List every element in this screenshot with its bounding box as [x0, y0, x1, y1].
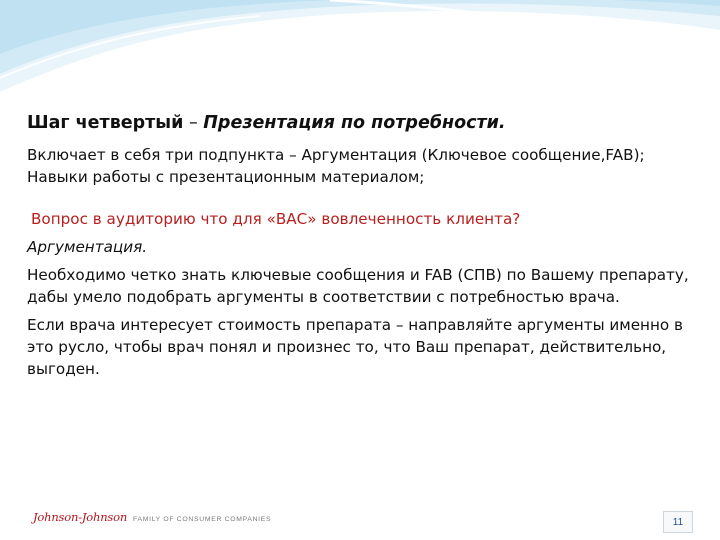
title-subtitle: Презентация по потребности.: [203, 113, 506, 133]
paragraph-cost-arguments: Если врача интересует стоимость препарата – направляйте аргументы именно в это русло, чтобы врач понял и произнес то, что Ваш препарат, действительно, выгоден.: [27, 316, 683, 378]
paragraph-key-messages: Необходимо четко знать ключевые сообщения и FAB (СПВ) по Вашему препарату, дабы умело подобрать аргументы в соответствии с потребностью врача.: [27, 266, 689, 306]
argumentation-label: Аргументация.: [27, 238, 148, 256]
company-logo: [33, 510, 271, 524]
logo-script: Johnson-Johnson: [33, 510, 128, 524]
slide-title: [27, 112, 707, 134]
page-number: 11: [663, 511, 693, 533]
audience-question: Вопрос в аудиторию что для «ВАС» вовлеченность клиента?: [31, 210, 521, 228]
paragraph-subpoints: Включает в себя три подпункта – Аргументация (Ключевое сообщение,FAB); Навыки работы с презентационным материалом;: [27, 146, 645, 186]
title-dash: –: [183, 113, 204, 133]
title-main: Шаг четвертый: [27, 113, 184, 133]
header-swoosh-decoration: [0, 0, 720, 95]
logo-tagline: FAMILY OF CONSUMER COMPANIES: [133, 516, 272, 523]
slide-content: [27, 112, 707, 386]
